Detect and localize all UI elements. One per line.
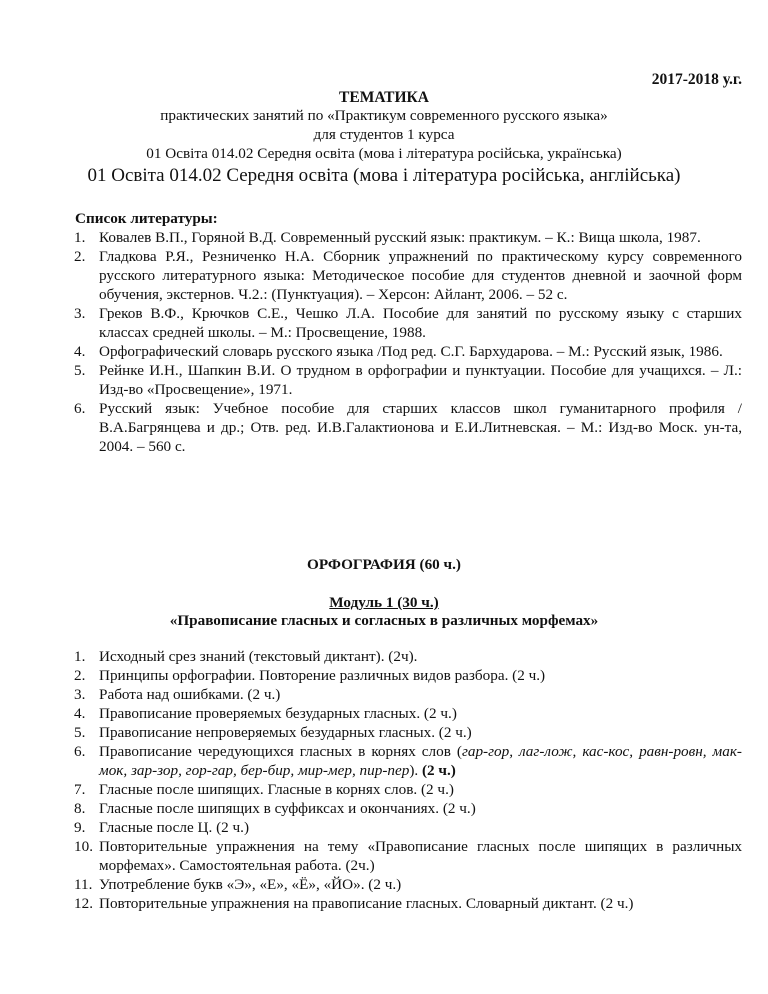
topic-item: [74, 704, 742, 723]
topic-item: [74, 723, 742, 742]
specialty-line-1: 01 Освіта 014.02 Середня освіта (мова і література російська, українська): [146, 145, 622, 162]
item-text: Повторительные упражнения на правописание гласных. Словарный диктант. (2 ч.): [99, 895, 634, 912]
item-number: 3.: [74, 305, 86, 322]
doc-audience: для студентов 1 курса: [313, 126, 455, 143]
topic-item: [74, 818, 742, 837]
topic-list: [74, 647, 742, 913]
item-text: Ковалев В.П., Горяной В.Д. Современный русский язык: практикум. – К.: Вища школа, 1987.: [99, 229, 701, 246]
item-text: Повторительные упражнения на тему «Правописание гласных после шипящих в различных морфемах». Самостоятельная работа. (2ч.): [99, 838, 742, 874]
topic-item: [74, 894, 742, 913]
item-text: Гладкова Р.Я., Резниченко Н.А. Сборник упражнений по практическому курсу современного русского литературного языка: Методическое пособие для студентов дневной и заочной форм обучения, экстернов. Ч.2.: (Пунктуация). – Херсон: Айлант, 2006. – 52 с.: [99, 248, 742, 303]
item-text: Гласные после шипящих в суффиксах и окончаниях. (2 ч.): [99, 800, 476, 817]
item-text: Орфографический словарь русского языка /Под ред. С.Г. Бархударова. – М.: Русский язык, 1986.: [99, 343, 723, 360]
item-number: 12.: [74, 895, 93, 912]
literature-item: [74, 361, 742, 399]
item-hours: (2 ч.): [421, 762, 456, 779]
item-text: Исходный срез знаний (текстовый диктант). (2ч).: [99, 648, 418, 665]
doc-subtitle: практических занятий по «Практикум современного русского языка»: [160, 107, 608, 124]
item-text-italic: гар-гор, лаг-лож, кас-кос, равн-ровн, мак-мок, зар-зор, гор-гар, бер-бир, мир-мер, пир-пер: [99, 743, 742, 779]
item-number: 7.: [74, 781, 86, 798]
item-text: Принципы орфографии. Повторение различных видов разбора. (2 ч.): [99, 667, 546, 684]
item-number: 1.: [74, 229, 86, 246]
topic-item: [74, 837, 742, 875]
item-number: 6.: [74, 743, 86, 760]
topic-item: [74, 666, 742, 685]
doc-title: ТЕМАТИКА: [339, 89, 429, 106]
item-text: Рейнке И.Н., Шапкин В.И. О трудном в орфографии и пунктуации. Пособие для учащихся. – Л.: Изд-во «Просвещение», 1971.: [99, 362, 742, 398]
literature-item: [74, 342, 742, 361]
item-text: Греков В.Ф., Крючков С.Е., Чешко Л.А. Пособие для занятий по русскому языку с старших классах средней школы. – М.: Просвещение, 1988.: [99, 305, 742, 341]
topic-item: [74, 685, 742, 704]
literature-item: [74, 228, 742, 247]
specialty-line-2: 01 Освіта 014.02 Середня освіта (мова і література російська, англійська): [87, 165, 681, 186]
academic-year: 2017-2018 у.г.: [651, 71, 742, 88]
item-text: Правописание непроверяемых безударных гласных. (2 ч.): [99, 724, 472, 741]
literature-item: [74, 304, 742, 342]
item-text: Правописание проверяемых безударных гласных. (2 ч.): [99, 705, 457, 722]
item-number: 5.: [74, 362, 86, 379]
literature-item: [74, 247, 742, 304]
module-subheading: «Правописание гласных и согласных в различных морфемах»: [169, 612, 599, 629]
item-text: Работа над ошибками. (2 ч.): [99, 686, 281, 703]
topic-item: [74, 647, 742, 666]
literature-list: [74, 228, 742, 456]
item-text-close: ).: [409, 762, 422, 779]
topic-item: [74, 780, 742, 799]
item-number: 1.: [74, 648, 86, 665]
literature-heading: Список литературы:: [75, 210, 218, 227]
item-number: 3.: [74, 686, 86, 703]
section-heading: ОРФОГРАФИЯ (60 ч.): [307, 556, 461, 573]
module-heading: Модуль 1 (30 ч.): [329, 594, 439, 611]
item-text: Употребление букв «Э», «Е», «Ё», «ЙО». (2 ч.): [99, 876, 402, 893]
literature-item: [74, 399, 742, 456]
item-text: Гласные после шипящих. Гласные в корнях слов. (2 ч.): [99, 781, 454, 798]
item-text: Русский язык: Учебное пособие для старших классов школ гуманитарного профиля / В.А.Багрянцева и др.; Отв. ред. И.В.Галактионова и Е.И.Литневская. – М.: Изд-во Моск. ун-та, 2004. – 560 с.: [99, 400, 742, 455]
item-number: 10.: [74, 838, 93, 855]
item-number: 4.: [74, 343, 86, 360]
item-number: 2.: [74, 667, 86, 684]
item-number: 4.: [74, 705, 86, 722]
item-number: 9.: [74, 819, 86, 836]
topic-item: [74, 875, 742, 894]
item-number: 11.: [74, 876, 93, 893]
topic-item: [74, 742, 742, 780]
item-text: Гласные после Ц. (2 ч.): [99, 819, 250, 836]
item-number: 2.: [74, 248, 86, 265]
item-number: 6.: [74, 400, 86, 417]
item-number: 8.: [74, 800, 86, 817]
item-text: Правописание чередующихся гласных в корнях слов (: [99, 743, 462, 760]
topic-item: [74, 799, 742, 818]
item-number: 5.: [74, 724, 86, 741]
